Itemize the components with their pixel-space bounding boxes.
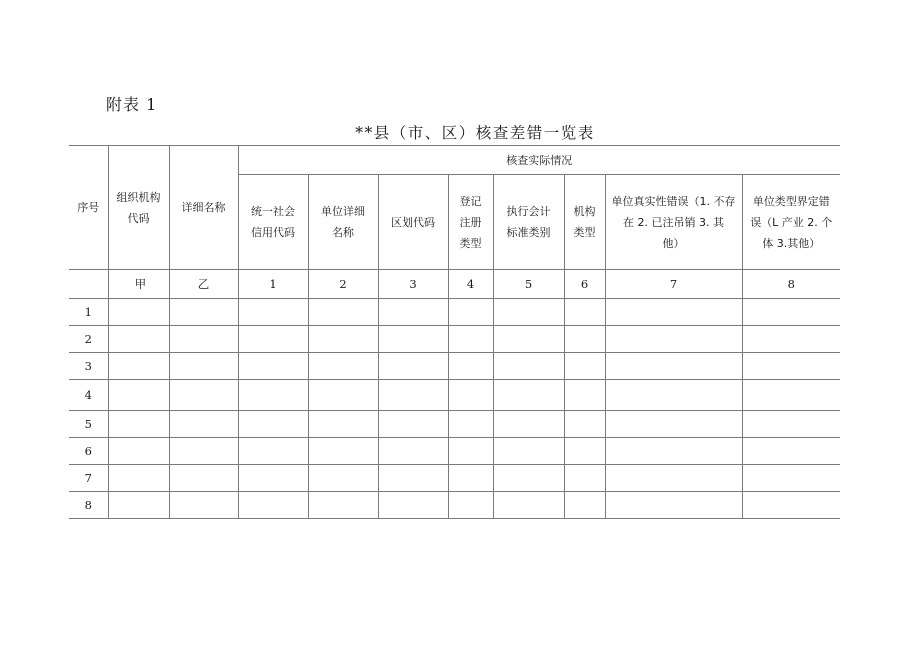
table-cell[interactable] xyxy=(108,438,169,465)
attachment-label: 附表 1 xyxy=(106,95,158,114)
table-cell[interactable] xyxy=(448,411,493,438)
table-cell[interactable] xyxy=(169,380,238,411)
table-row xyxy=(69,438,840,465)
table-row xyxy=(69,326,840,353)
header-row-group xyxy=(69,146,840,175)
table-cell[interactable] xyxy=(378,353,448,380)
table-cell[interactable] xyxy=(564,465,605,492)
index-cell: 3 xyxy=(378,270,448,299)
table-cell[interactable] xyxy=(493,411,564,438)
table-cell[interactable] xyxy=(378,411,448,438)
table-cell[interactable] xyxy=(493,353,564,380)
table-cell[interactable] xyxy=(448,438,493,465)
table-cell[interactable] xyxy=(742,465,840,492)
table-cell[interactable] xyxy=(605,326,742,353)
table-cell[interactable] xyxy=(742,438,840,465)
table-cell[interactable] xyxy=(742,380,840,411)
table-cell[interactable] xyxy=(238,353,308,380)
table-cell[interactable] xyxy=(742,299,840,326)
row-number: 8 xyxy=(69,492,108,519)
index-cell: 5 xyxy=(493,270,564,299)
header-detail-name: 详细名称 xyxy=(169,146,238,270)
table-cell[interactable] xyxy=(493,465,564,492)
table-cell[interactable] xyxy=(564,411,605,438)
table-cell[interactable] xyxy=(108,465,169,492)
column-index-row xyxy=(69,270,840,299)
table-cell[interactable] xyxy=(378,438,448,465)
table-cell[interactable] xyxy=(564,380,605,411)
table-cell[interactable] xyxy=(493,299,564,326)
page-title: **县（市、区）核查差错一览表 xyxy=(355,124,595,142)
row-number: 7 xyxy=(69,465,108,492)
row-number: 6 xyxy=(69,438,108,465)
header-org-code: 组织机构 代码 xyxy=(108,146,169,270)
table-cell[interactable] xyxy=(564,299,605,326)
header-type-error: 单位类型界定错 误（L 产业 2. 个 体 3.其他） xyxy=(742,175,840,270)
table-cell[interactable] xyxy=(378,380,448,411)
table-cell[interactable] xyxy=(493,438,564,465)
row-number: 4 xyxy=(69,380,108,411)
table-cell[interactable] xyxy=(742,411,840,438)
index-cell: 2 xyxy=(308,270,378,299)
table-row xyxy=(69,492,840,519)
index-cell: 7 xyxy=(605,270,742,299)
index-cell: 4 xyxy=(448,270,493,299)
header-institution-type: 机构 类型 xyxy=(564,175,605,270)
table-row xyxy=(69,299,840,326)
header-authenticity-error: 单位真实性错误（1. 不存 在 2. 已注吊销 3. 其 他） xyxy=(605,175,742,270)
table-row xyxy=(69,353,840,380)
table-cell[interactable] xyxy=(605,353,742,380)
table-cell[interactable] xyxy=(448,326,493,353)
table-cell[interactable] xyxy=(169,438,238,465)
table-cell[interactable] xyxy=(238,492,308,519)
table-cell[interactable] xyxy=(378,465,448,492)
header-verify-group: 核查实际情况 xyxy=(238,146,840,175)
table-cell[interactable] xyxy=(564,353,605,380)
table-cell[interactable] xyxy=(308,465,378,492)
row-number: 3 xyxy=(69,353,108,380)
index-cell: 8 xyxy=(742,270,840,299)
error-list-table xyxy=(69,145,840,519)
index-cell: 1 xyxy=(238,270,308,299)
table-cell[interactable] xyxy=(169,353,238,380)
table-cell[interactable] xyxy=(308,438,378,465)
table-cell[interactable] xyxy=(378,299,448,326)
row-number: 2 xyxy=(69,326,108,353)
table-cell[interactable] xyxy=(238,465,308,492)
table-cell[interactable] xyxy=(605,380,742,411)
table-cell[interactable] xyxy=(108,411,169,438)
table-cell[interactable] xyxy=(378,326,448,353)
header-serial: 序号 xyxy=(69,146,108,270)
table-cell[interactable] xyxy=(564,492,605,519)
table-cell[interactable] xyxy=(493,380,564,411)
table-cell[interactable] xyxy=(742,492,840,519)
table-cell[interactable] xyxy=(448,465,493,492)
row-number: 1 xyxy=(69,299,108,326)
table-cell[interactable] xyxy=(605,411,742,438)
table-cell[interactable] xyxy=(448,380,493,411)
table-cell[interactable] xyxy=(308,411,378,438)
table-cell[interactable] xyxy=(448,299,493,326)
table-cell[interactable] xyxy=(108,326,169,353)
table-cell[interactable] xyxy=(169,411,238,438)
header-credit-code: 统一社会 信用代码 xyxy=(238,175,308,270)
table-cell[interactable] xyxy=(605,465,742,492)
table-cell[interactable] xyxy=(108,299,169,326)
table-cell[interactable] xyxy=(742,353,840,380)
index-cell xyxy=(69,270,108,299)
table-cell[interactable] xyxy=(169,299,238,326)
table-cell[interactable] xyxy=(169,492,238,519)
table-cell[interactable] xyxy=(742,326,840,353)
table-cell[interactable] xyxy=(308,326,378,353)
table-cell[interactable] xyxy=(308,299,378,326)
table-cell[interactable] xyxy=(564,438,605,465)
table-cell[interactable] xyxy=(605,299,742,326)
table-cell[interactable] xyxy=(308,353,378,380)
table-cell[interactable] xyxy=(108,492,169,519)
table-row xyxy=(69,465,840,492)
table-row xyxy=(69,380,840,411)
index-cell: 乙 xyxy=(169,270,238,299)
table-cell[interactable] xyxy=(238,380,308,411)
table-cell[interactable] xyxy=(605,438,742,465)
table-cell[interactable] xyxy=(308,380,378,411)
table-cell[interactable] xyxy=(605,492,742,519)
header-unit-name: 单位详细 名称 xyxy=(308,175,378,270)
table-cell[interactable] xyxy=(378,492,448,519)
table-cell[interactable] xyxy=(493,326,564,353)
table-cell[interactable] xyxy=(448,492,493,519)
row-number: 5 xyxy=(69,411,108,438)
table-cell[interactable] xyxy=(169,326,238,353)
header-registration-type: 登记 注册 类型 xyxy=(448,175,493,270)
table-cell[interactable] xyxy=(238,299,308,326)
table-cell[interactable] xyxy=(564,326,605,353)
table-cell[interactable] xyxy=(493,492,564,519)
index-cell: 甲 xyxy=(108,270,169,299)
header-region-code: 区划代码 xyxy=(378,175,448,270)
table-cell[interactable] xyxy=(238,438,308,465)
table-cell[interactable] xyxy=(108,380,169,411)
table-cell[interactable] xyxy=(108,353,169,380)
table-row xyxy=(69,411,840,438)
table-cell[interactable] xyxy=(238,326,308,353)
table-cell[interactable] xyxy=(169,465,238,492)
header-accounting-standard: 执行会计 标准类别 xyxy=(493,175,564,270)
index-cell: 6 xyxy=(564,270,605,299)
table-cell[interactable] xyxy=(308,492,378,519)
table-cell[interactable] xyxy=(238,411,308,438)
table-cell[interactable] xyxy=(448,353,493,380)
